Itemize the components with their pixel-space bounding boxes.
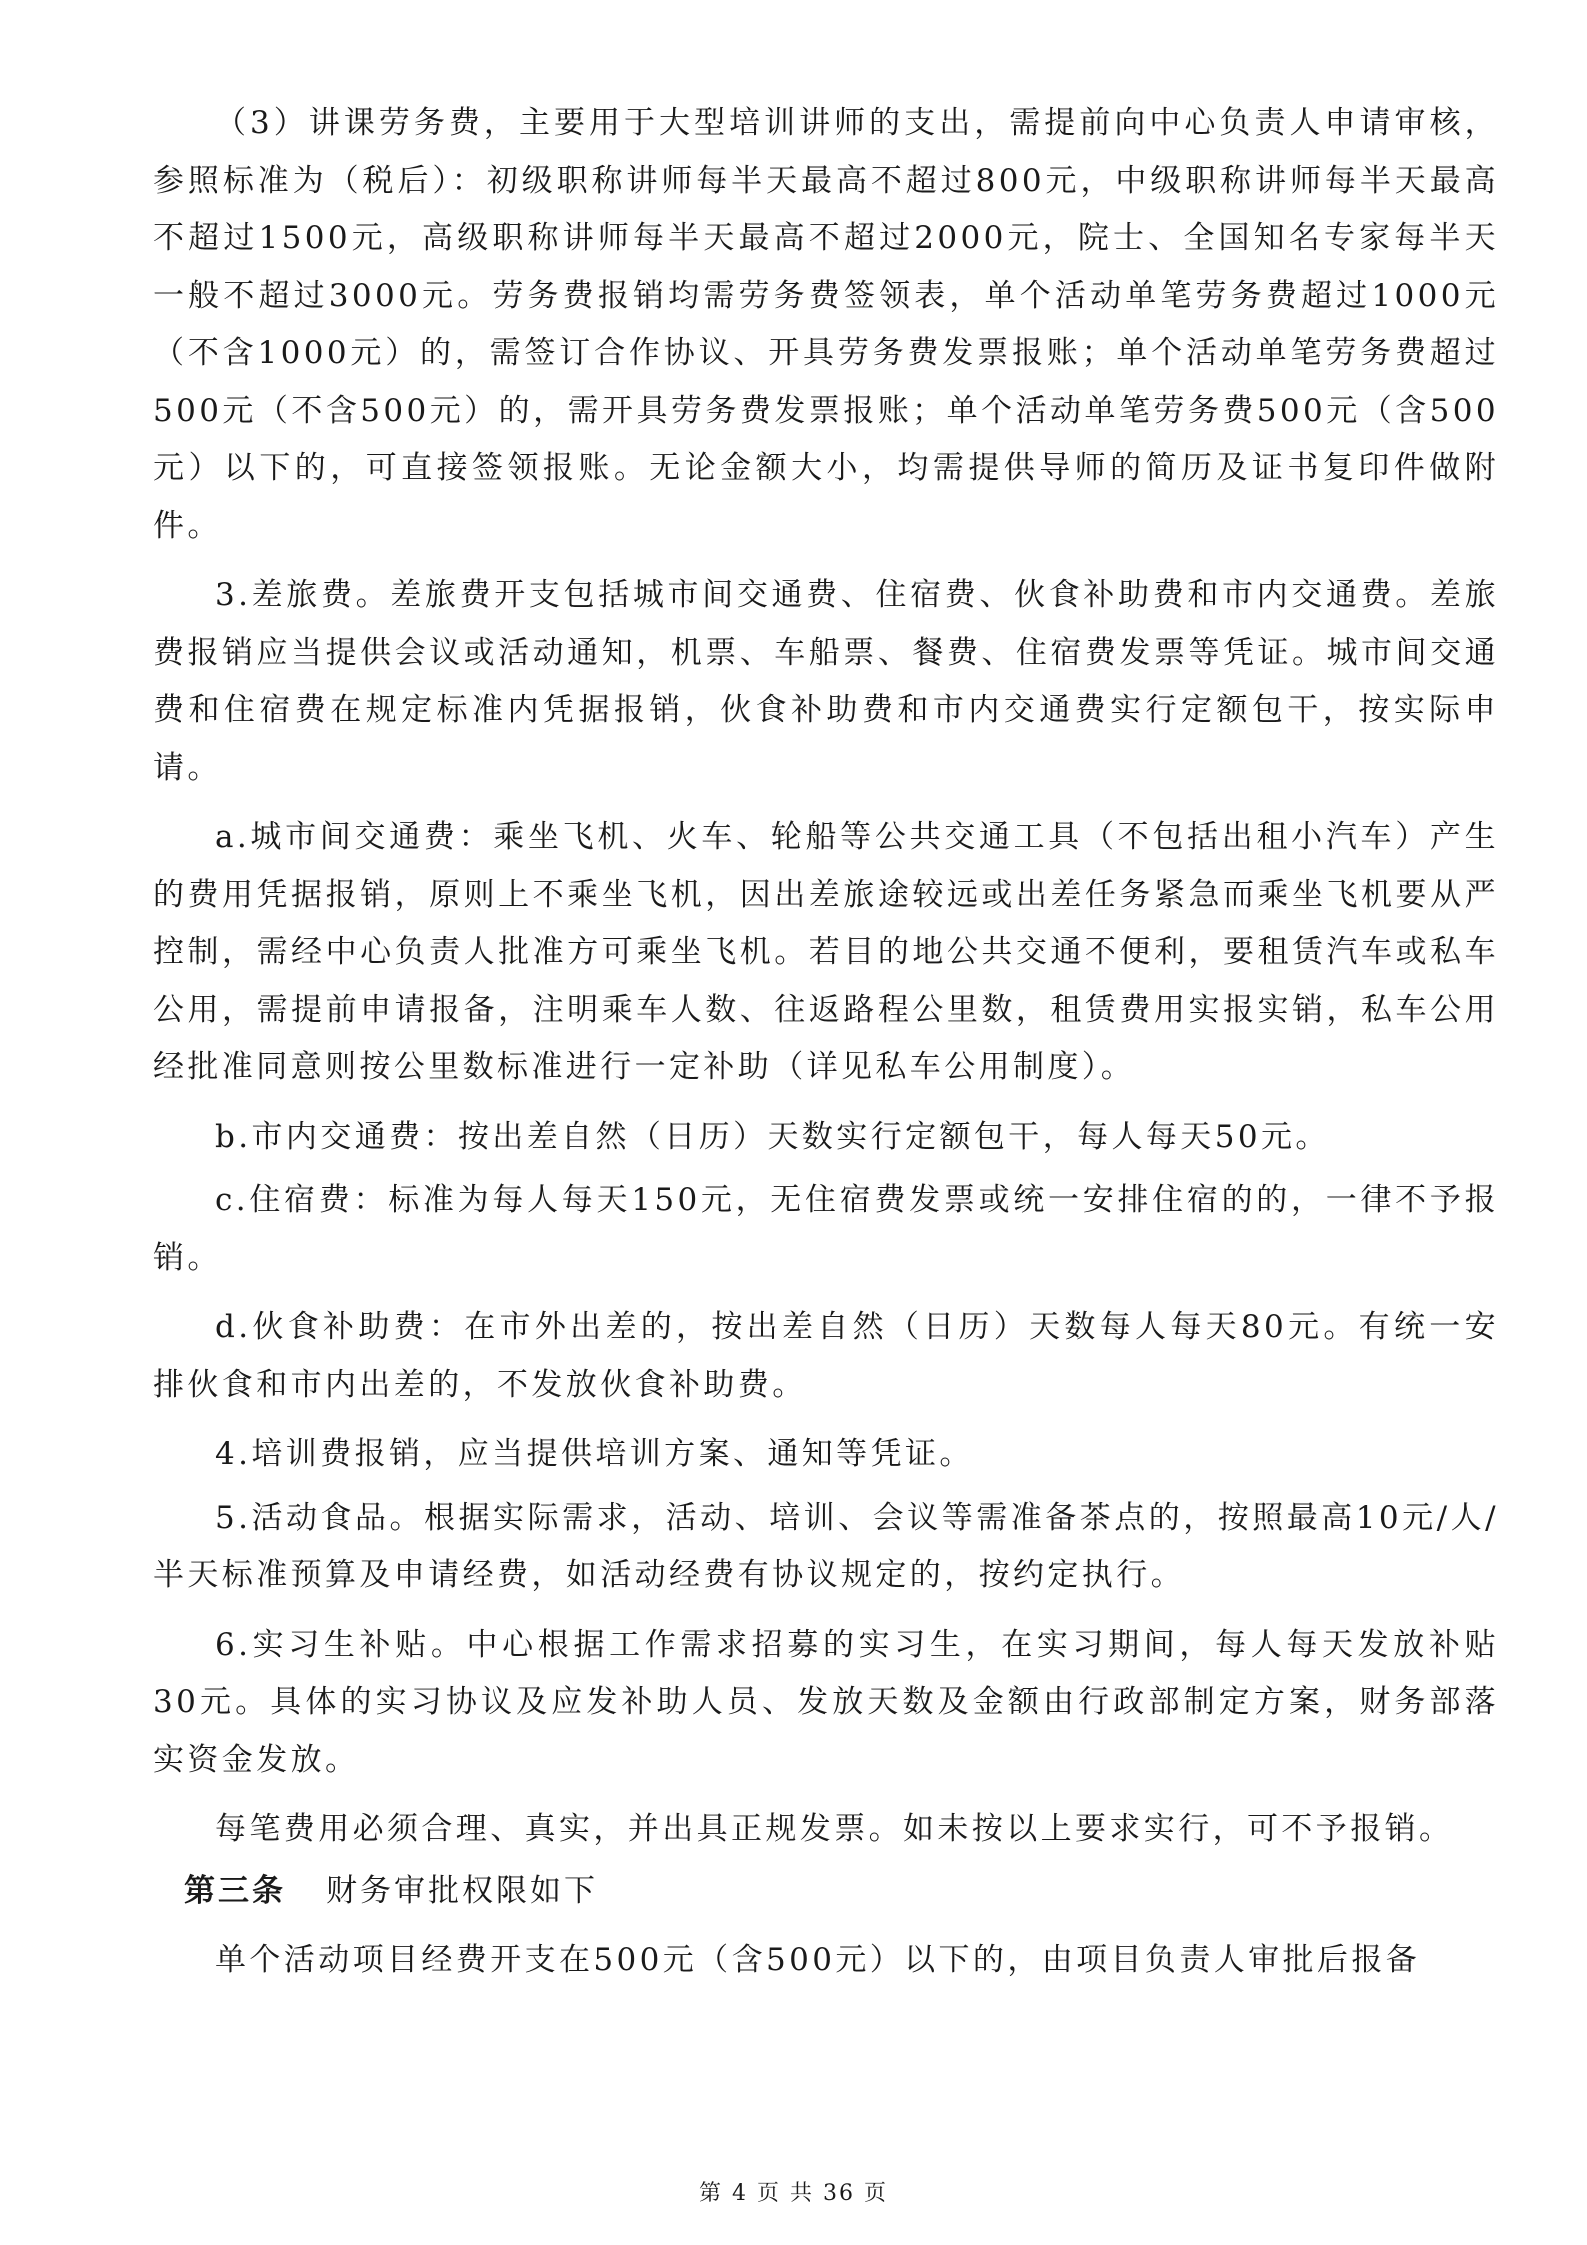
paragraph-training-fee: 4.培训费报销，应当提供培训方案、通知等凭证。 bbox=[215, 1436, 974, 1472]
paragraph-accommodation: c.住宿费：标准为每人每天150元，无住宿费发票或统一安排住宿的的，一律不予报销。 bbox=[153, 1182, 1499, 1276]
article-title: 财务审批权限如下 bbox=[326, 1872, 598, 1909]
paragraph-lecture-fee: （3）讲课劳务费，主要用于大型培训讲师的支出，需提前向中心负责人申请审核，参照标准为（税后）：初级职称讲师每半天最高不超过800元，中级职称讲师每半天最高不超过1500元，高级职称讲师每半天最高不超过2000元，院士、全国知名专家每半天一般不超过3000元。劳务费报销均需劳务费签领表，单个活动单笔劳务费超过1000元（不含1000元）的，需签订合作协议、开具劳务费发票报账；单个活动单笔劳务费超过500元（不含500元）的，需开具劳务费发票报账；单个活动单笔劳务费500元（含500元）以下的，可直接签领报账。无论金额大小，均需提供导师的简历及证书复印件做附件。 bbox=[153, 105, 1499, 544]
paragraph-invoice-requirement: 每笔费用必须合理、真实，并出具正规发票。如未按以上要求实行，可不予报销。 bbox=[215, 1811, 1454, 1847]
paragraph-local-transport: b.市内交通费：按出差自然（日历）天数实行定额包干，每人每天50元。 bbox=[215, 1118, 1330, 1155]
paragraph-meal-allowance: d.伙食补助费：在市外出差的，按出差自然（日历）天数每人每天80元。有统一安排伙食和市内出差的，不发放伙食补助费。 bbox=[153, 1309, 1499, 1403]
paragraph-intern-subsidy: 6.实习生补贴。中心根据工作需求招募的实习生，在实习期间，每人每天发放补贴30元。具体的实习协议及应发补助人员、发放天数及金额由行政部制定方案，财务部落实资金发放。 bbox=[153, 1626, 1499, 1778]
paragraph-activity-food: 5.活动食品。根据实际需求，活动、培训、会议等需准备茶点的，按照最高10元/人/半天标准预算及申请经费，如活动经费有协议规定的，按约定执行。 bbox=[153, 1499, 1499, 1593]
paragraph-approval-limit: 单个活动项目经费开支在500元（含500元）以下的，由项目负责人审批后报备 bbox=[215, 1942, 1421, 1978]
article-number: 第三条 bbox=[184, 1872, 286, 1909]
paragraph-travel-expense: 3.差旅费。差旅费开支包括城市间交通费、住宿费、伙食补助费和市内交通费。差旅费报销应当提供会议或活动通知，机票、车船票、餐费、住宿费发票等凭证。城市间交通费和住宿费在规定标准内凭据报销，伙食补助费和市内交通费实行定额包干，按实际申请。 bbox=[153, 577, 1499, 786]
page-number-footer: 第 4 页 共 36 页 bbox=[699, 2181, 888, 2206]
document-body bbox=[153, 95, 1499, 2002]
paragraph-intercity-transport: a.城市间交通费：乘坐飞机、火车、轮船等公共交通工具（不包括出租小汽车）产生的费用凭据报销，原则上不乘坐飞机，因出差旅途较远或出差任务紧急而乘坐飞机要从严控制，需经中心负责人批准方可乘坐飞机。若目的地公共交通不便利，要租赁汽车或私车公用，需提前申请报备，注明乘车人数、往返路程公里数，租赁费用实报实销，私车公用经批准同意则按公里数标准进行一定补助（详见私车公用制度）。 bbox=[153, 819, 1499, 1085]
article-heading bbox=[153, 1863, 1499, 1921]
